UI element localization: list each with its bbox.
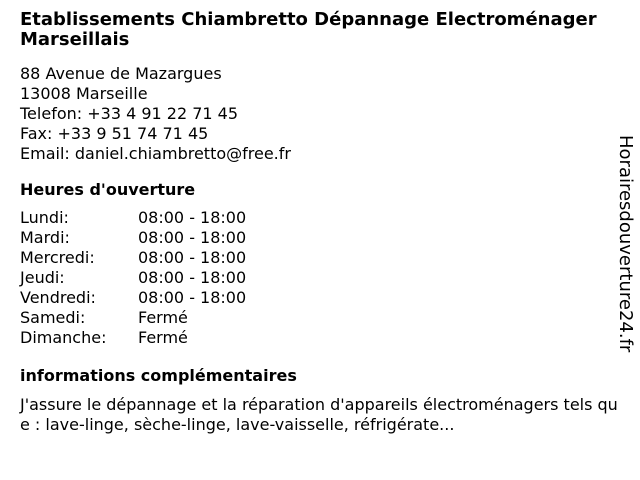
day-hours: Fermé <box>138 328 188 347</box>
hours-row-saturday <box>20 308 600 328</box>
hours-heading: Heures d'ouverture <box>20 180 196 199</box>
watermark-text: Horairesdouverture24.fr <box>615 135 636 353</box>
hours-row-wednesday <box>20 248 600 268</box>
info-heading: informations complémentaires <box>20 366 297 385</box>
day-label: Jeudi: <box>20 268 65 287</box>
address-street: 88 Avenue de Mazargues <box>20 64 222 83</box>
day-hours: 08:00 - 18:00 <box>138 268 247 287</box>
watermark-container <box>612 135 636 465</box>
business-card <box>20 9 618 435</box>
day-label: Dimanche: <box>20 328 107 347</box>
phone-number: Telefon: +33 4 91 22 71 45 <box>20 104 239 123</box>
contact-block <box>20 64 600 164</box>
email-address: Email: daniel.chiambretto@free.fr <box>20 144 291 163</box>
hours-row-sunday <box>20 328 600 348</box>
day-hours: Fermé <box>138 308 188 327</box>
hours-row-friday <box>20 288 600 308</box>
day-hours: 08:00 - 18:00 <box>138 248 247 267</box>
day-label: Vendredi: <box>20 288 96 307</box>
hours-row-thursday <box>20 268 600 288</box>
hours-row-tuesday <box>20 228 600 248</box>
business-name: Etablissements Chiambretto Dépannage Electroménager Marseillais <box>20 9 597 50</box>
day-label: Lundi: <box>20 208 69 227</box>
day-hours: 08:00 - 18:00 <box>138 228 247 247</box>
day-label: Mercredi: <box>20 248 95 267</box>
info-text: J'assure le dépannage et la réparation d'appareils électroménagers tels que : lave-linge, sèche-linge, lave-vaisselle, réfrigérate... <box>20 395 618 434</box>
day-label: Samedi: <box>20 308 86 327</box>
hours-table <box>20 208 600 348</box>
hours-row-monday <box>20 208 600 228</box>
day-hours: 08:00 - 18:00 <box>138 288 247 307</box>
address-city: 13008 Marseille <box>20 84 148 103</box>
day-hours: 08:00 - 18:00 <box>138 208 247 227</box>
fax-number: Fax: +33 9 51 74 71 45 <box>20 124 209 143</box>
day-label: Mardi: <box>20 228 70 247</box>
